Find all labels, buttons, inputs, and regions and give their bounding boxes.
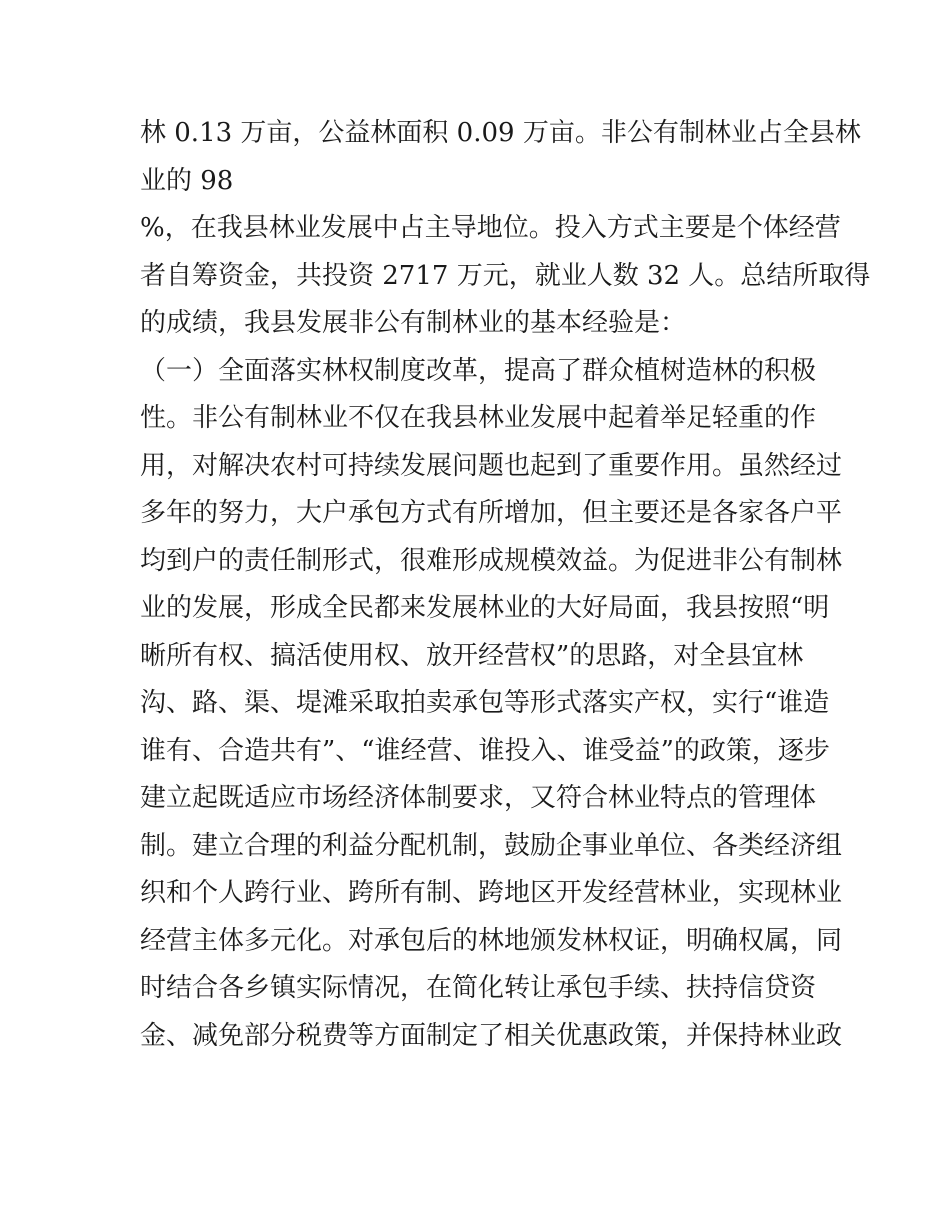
- text-line: 晰所有权、搞活使用权、放开经营权”的思路，对全县宜林: [140, 640, 804, 671]
- text-line: 制。建立合理的利益分配机制，鼓励企事业单位、各类经济组: [140, 830, 843, 861]
- text-line: 的成绩，我县发展非公有制林业的基本经验是：: [140, 308, 687, 338]
- text-line: 用，对解决农村可持续发展问题也起到了重要作用。虽然经过: [140, 450, 843, 481]
- text-line: 性。非公有制林业不仅在我县林业发展中起着举足轻重的作: [140, 403, 817, 433]
- text-line: 林 0.13 万亩，公益林面积 0.09 万亩。非公有制林业占全县林: [140, 118, 861, 148]
- text-line: 均到户的责任制形式，很难形成规模效益。为促进非公有制林: [140, 545, 843, 576]
- text-line: 业的发展，形成全民都来发展林业的大好局面，我县按照“明: [140, 593, 830, 623]
- text-line: 者自筹资金，共投资 2717 万元，就业人数 32 人。总结所取得: [140, 260, 871, 291]
- text-line: 时结合各乡镇实际情况，在简化转让承包手续、扶持信贷资: [140, 973, 817, 1003]
- text-line: 经营主体多元化。对承包后的林地颁发林权证，明确权属，同: [140, 925, 843, 956]
- body-text: [140, 110, 871, 1060]
- text-line: 沟、路、渠、堤滩采取拍卖承包等形式落实产权，实行“谁造: [140, 688, 830, 718]
- text-line: 织和个人跨行业、跨所有制、跨地区开发经营林业，实现林业: [140, 878, 843, 908]
- text-line: 建立起既适应市场经济体制要求，又符合林业特点的管理体: [140, 783, 817, 813]
- text-line: 金、减免部分税费等方面制定了相关优惠政策，并保持林业政: [140, 1020, 843, 1051]
- text-line: 业的 98: [140, 165, 234, 196]
- text-line: %，在我县林业发展中占主导地位。投入方式主要是个体经营: [140, 213, 841, 243]
- text-line: 多年的努力，大户承包方式有所增加，但主要还是各家各户平: [140, 498, 843, 528]
- text-line: （一）全面落实林权制度改革，提高了群众植树造林的积极: [140, 355, 817, 386]
- text-line: 谁有、合造共有”、“谁经营、谁投入、谁受益”的政策，逐步: [140, 735, 830, 766]
